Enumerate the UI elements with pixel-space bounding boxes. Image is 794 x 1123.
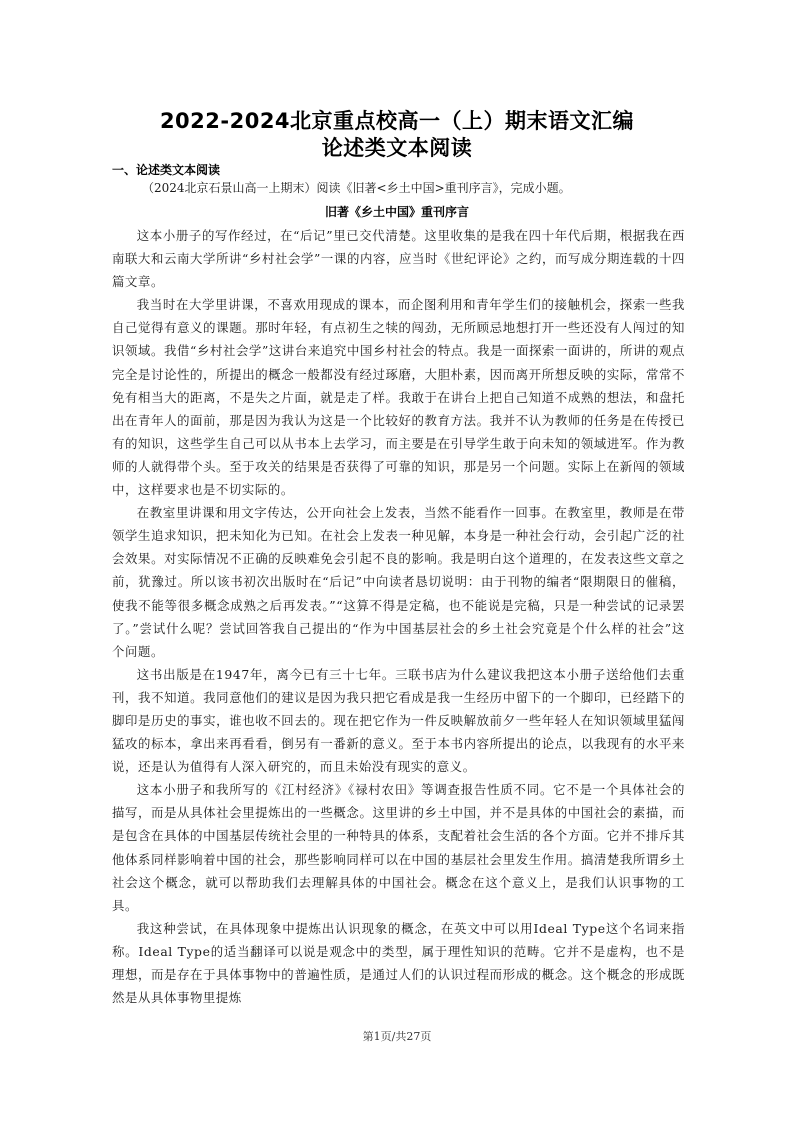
paragraph: 我这种尝试，在具体现象中提炼出认识现象的概念，在英文中可以用Ideal Type这个名词来指称。Ideal Type的适当翻译可以说是观念中的类型，属于理性知识的范畴。它并不是虚构，也不是理想，而是存在于具体事物中的普遍性质，是通过人们的认识过程而形成的概念。这个概念的形成既然是从具体事物里提炼 bbox=[112, 920, 685, 1006]
paragraph: 我当时在大学里讲课，不喜欢用现成的课本，而企图利用和青年学生们的接触机会，探索一些我自己觉得有意义的课题。那时年轻，有点初生之犊的闯劲，无所顾忌地想打开一些还没有人闯过的知识领域。我借“乡村社会学”这讲台来追究中国乡村社会的特点。我是一面探索一面讲的，所讲的观点完全是讨论性的，所提出的概念一般都没有经过琢磨，大胆朴素，因而离开所想反映的实际，常常不免有相当大的距离，不是失之片面，就是走了样。我敢于在讲台上把自己知道不成熟的想法，和盘托出在青年人的面前，那是因为我认为这是一个比较好的教育方法。我并不认为教师的任务是在传授已有的知识，这些学生自己可以从书本上去学习，而主要是在引导学生敢于向未知的领域进军。作为教师的人就得带个头。至于攻关的结果是否获得了可靠的知识，那是另一个问题。实际上在新闯的领域中，这样要求也是不切实际的。 bbox=[112, 297, 685, 498]
paragraph: 在教室里讲课和用文字传达，公开向社会上发表，当然不能看作一回事。在教室里，教师是在带领学生追求知识，把未知化为已知。在社会上发表一种见解，本身是一种社会行动，会引起广泛的社会效果。对实际情况不正确的反映难免会引起不良的影响。我是明白这个道理的，在发表这些文章之前，犹豫过。所以该书初次出版时在“后记”中向读者恳切说明：由于刊物的编者“限期限日的催稿，使我不能等很多概念成熟之后再发表。”“这算不得是定稿，也不能说是完稿，只是一种尝试的记录罢了。”尝试什么呢？尝试回答我自己提出的“作为中国基层社会的乡土社会究竟是个什么样的社会”这个问题。 bbox=[112, 505, 685, 659]
article-body bbox=[112, 224, 685, 1009]
paragraph: 这书出版是在1947年，离今已有三十七年。三联书店为什么建议我把这本小册子送给他们去重刊，我不知道。我同意他们的建议是因为我只把它看成是我一生经历中留下的一个脚印，已经踏下的脚印是历史的事实，谁也收不回去的。现在把它作为一件反映解放前夕一些年轻人在知识领域里猛闯猛攻的标本，拿出来再看看，倒另有一番新的意义。至于本书内容所提出的论点，以我现有的水平来说，还是认为值得有人深入研究的，而且未始没有现实的意义。 bbox=[112, 666, 685, 775]
paragraph: 这本小册子的写作经过，在“后记”里已交代清楚。这里收集的是我在四十年代后期，根据我在西南联大和云南大学所讲“乡村社会学”一课的内容，应当时《世纪评论》之约，而写成分期连载的十四篇文章。 bbox=[112, 228, 685, 290]
page-footer: 第1页/共27页 bbox=[362, 1030, 432, 1043]
section-heading: 一、论述类文本阅读 bbox=[112, 163, 221, 177]
document-subtitle: 论述类文本阅读 bbox=[321, 136, 473, 160]
paragraph: 这本小册子和我所写的《江村经济》《禄村农田》等调查报告性质不同。它不是一个具体社会的描写，而是从具体社会里提炼出的一些概念。这里讲的乡土中国，并不是具体的中国社会的素描，而是包含在具体的中国基层传统社会里的一种特具的体系，支配着社会生活的各个方面。它并不排斥其他体系同样影响着中国的社会，那些影响同样可以在中国的基层社会里发生作用。搞清楚我所谓乡土社会这个概念，就可以帮助我们去理解具体的中国社会。概念在这个意义上，是我们认识事物的工具。 bbox=[112, 782, 685, 913]
article-title: 旧著《乡土中国》重刊序言 bbox=[324, 205, 469, 219]
document-title: 2022-2024北京重点校高一（上）期末语文汇编 bbox=[159, 109, 635, 133]
source-note: （2024北京石景山高一上期末）阅读《旧著<乡土中国>重刊序言》，完成小题。 bbox=[142, 181, 571, 195]
